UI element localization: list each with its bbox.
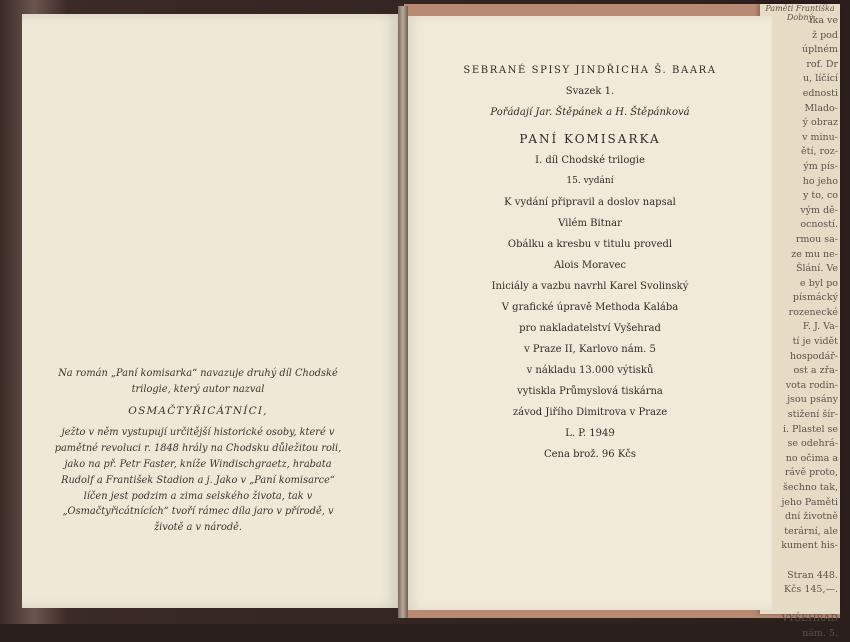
imprint-line: pro nakladatelství Vyšehrad xyxy=(519,323,661,334)
left-page-note xyxy=(48,366,348,536)
book-title: PANÍ KOMISARKA xyxy=(519,132,661,146)
imprint-line: Obálku a kresbu v titulu provedl xyxy=(507,239,673,250)
leaflet-line: Mlado- xyxy=(804,102,838,114)
leaflet-line: ětí, roz- xyxy=(801,146,838,158)
imprint-line: L. P. 1949 xyxy=(565,428,615,439)
title-page-imprint xyxy=(408,60,772,465)
leaflet-line: ost a zřa- xyxy=(793,365,838,377)
leaflet-line: Kčs 145,—. xyxy=(784,584,838,596)
leaflet-line: vým dě- xyxy=(800,204,838,216)
leaflet-line: šechno tak, xyxy=(782,482,838,493)
leaflet-line: ednosti xyxy=(802,87,838,99)
volume-number: Svazek 1. xyxy=(565,86,615,97)
note-body: ježto v něm vystupují určitější historické osoby, které v pamětné revoluci r. 1848 hrály na Chodsku důležitou roli, jako na př. Petr Faster, kníže Windischgraetz, hrabata Rudolf a František Stadion a j. Jako v „Paní komisarce“ líčen jest podzim a zima selského života, tak v „Osmačtyřicátnících“ tvoří rámec díla jaro v přírodě, v životě a v národě. xyxy=(54,427,342,534)
leaflet-line: rmou sa- xyxy=(795,233,838,245)
note-title: OSMAČTYŘICÁTNÍCI, xyxy=(128,404,268,417)
leaflet-line: stižení šír- xyxy=(787,409,838,421)
leaflet-line: rávě proto, xyxy=(784,467,838,479)
leaflet-line: Šlání. Ve xyxy=(795,263,838,275)
leaflet-line: F. J. Va- xyxy=(802,321,838,333)
leaflet-line: rozenecké xyxy=(788,306,838,318)
leaflet-running-head: Paměti Františka Dobný xyxy=(765,4,835,22)
leaflet-line: jsou psány xyxy=(787,394,838,406)
leaflet-line: y to, co xyxy=(802,190,838,202)
leaflet-line: VYŠEHRAD xyxy=(781,613,838,625)
leaflet-line: ý obraz xyxy=(802,117,838,129)
leaflet-line: ž pod xyxy=(812,29,838,41)
leaflet-line: no očima a xyxy=(785,452,838,464)
leaflet-line: úplném xyxy=(802,44,838,56)
imprint-line: Vilém Bitnar xyxy=(558,218,622,229)
leaflet-line: kument his- xyxy=(781,540,838,552)
leaflet-line: vota rodin- xyxy=(785,379,838,391)
leaflet-line: i. Plastel se xyxy=(782,423,838,435)
imprint-line: K vydání připravil a doslov napsal xyxy=(504,197,676,208)
leaflet-line: písmácký xyxy=(792,292,838,304)
leaflet-line: e byl po xyxy=(800,277,838,289)
leaflet-line: ho jeho xyxy=(802,175,838,187)
imprint-line: vytiskla Průmyslová tiskárna xyxy=(517,386,663,397)
leaflet-line: ocností. xyxy=(800,219,838,231)
leaflet-line: ým pís- xyxy=(803,160,838,172)
imprint-line: Cena brož. 96 Kčs xyxy=(543,449,637,460)
leaflet-line xyxy=(766,554,838,569)
leaflet-line: ika ve xyxy=(809,15,838,26)
series-title: SEBRANÉ SPISY JINDŘICHA Š. BAARA xyxy=(463,65,717,76)
leaflet-line: tí je vidět xyxy=(792,336,838,348)
leaflet-line: hospodář- xyxy=(789,350,838,362)
leaflet-line: v minu- xyxy=(802,131,838,143)
note-intro: Na román „Paní komisarka“ navazuje druhý díl Chodské trilogie, který autor nazval xyxy=(58,368,338,395)
leaflet-line: se odehrá- xyxy=(787,438,838,450)
imprint-line: Iniciály a vazbu navrhl Karel Svolinský xyxy=(491,281,689,292)
leaflet-text-column xyxy=(766,14,838,642)
leaflet-line xyxy=(766,598,838,613)
imprint-line: v nákladu 13.000 výtisků xyxy=(526,365,654,376)
imprint-line: v Praze II, Karlovo nám. 5 xyxy=(524,344,656,355)
leaflet-line: nám. 5. xyxy=(802,627,838,639)
leaflet-line: u, líčící xyxy=(803,73,838,85)
edition-line: 15. vydání xyxy=(566,176,614,186)
editors-line: Pořádají Jar. Štěpánek a H. Štěpánková xyxy=(490,107,690,118)
leaflet-line: terární, ale xyxy=(784,525,838,537)
part-line: I. díl Chodské trilogie xyxy=(535,155,645,166)
imprint-line: závod Jiřího Dimitrova v Praze xyxy=(512,407,668,418)
imprint-line: Alois Moravec xyxy=(553,260,627,271)
inserted-leaflet xyxy=(760,4,840,639)
leaflet-line: rof. Dr xyxy=(806,58,838,70)
book-spine xyxy=(398,6,408,618)
leaflet-line: dní životně xyxy=(785,511,838,523)
leaflet-line: Stran 448. xyxy=(787,569,838,581)
leaflet-line: jeho Paměti xyxy=(781,496,838,508)
imprint-line: V grafické úpravě Methoda Kalába xyxy=(501,302,679,313)
imprint-lines xyxy=(408,192,772,465)
leaflet-line: ze mu ne- xyxy=(791,248,838,260)
